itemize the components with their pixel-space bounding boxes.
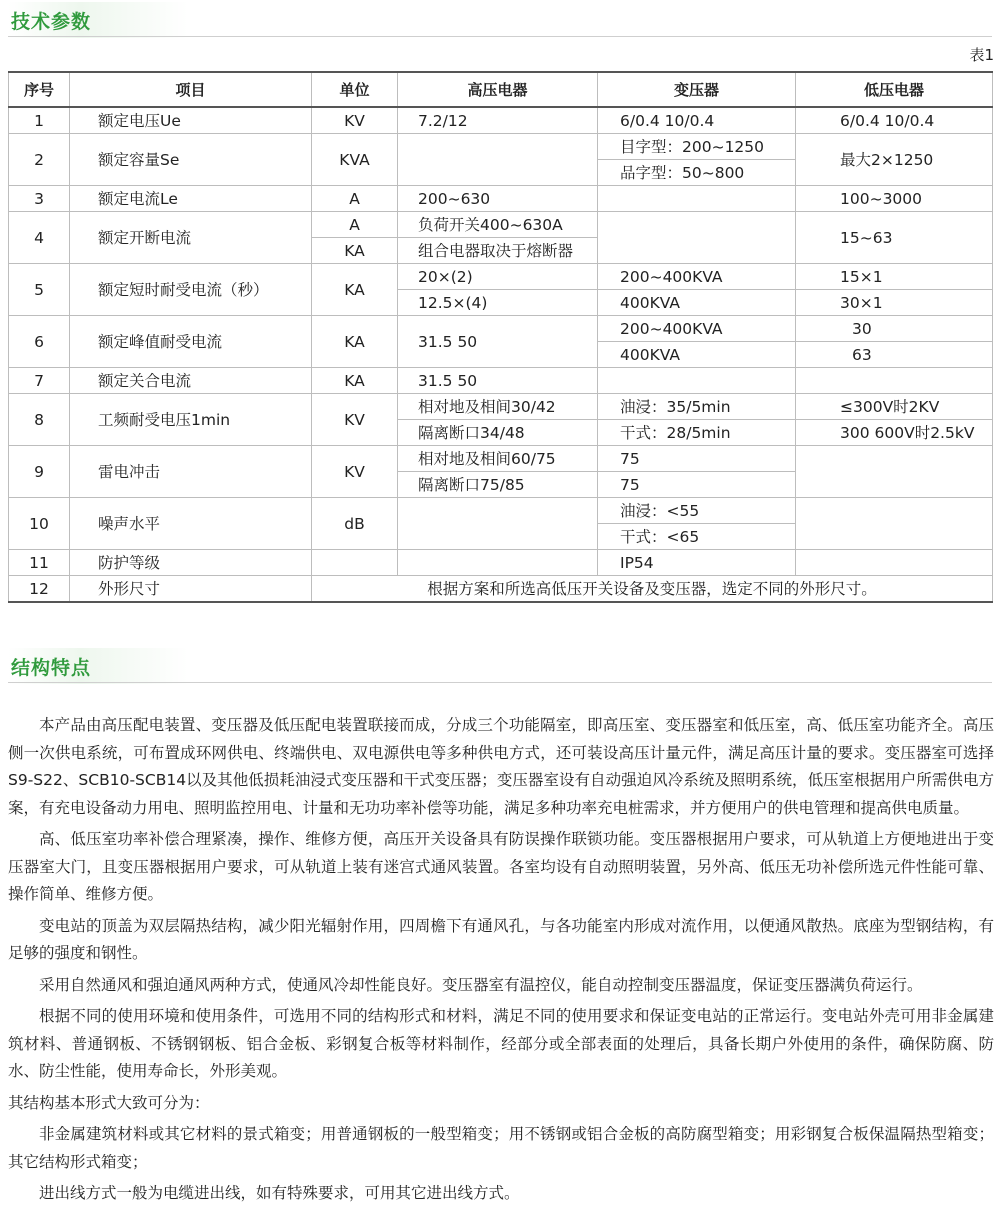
cell-hv-empty (398, 498, 598, 550)
cell-hv: 相对地及相间60/75 (398, 446, 598, 472)
row-item: 额定开断电流 (70, 212, 312, 264)
cell-hv: 20×(2) (398, 264, 598, 290)
section-title-tech: 技术参数 (11, 11, 92, 33)
cell-lv-empty (796, 498, 993, 550)
cell-hv: 31.5 50 (398, 368, 598, 394)
table-row (9, 446, 993, 472)
table-header-row (9, 72, 993, 107)
cell-lv-empty (796, 446, 993, 498)
header-cell: 单位 (312, 72, 398, 107)
table-row (9, 107, 993, 134)
cell-transformer-empty (598, 368, 796, 394)
row-item: 外形尺寸 (70, 576, 312, 603)
header-rule (8, 682, 992, 683)
paragraph: 其结构基本形式大致可分为： (8, 1093, 210, 1112)
row-number: 6 (9, 316, 70, 368)
cell-lv: 30 (796, 316, 993, 342)
table-row (9, 186, 993, 212)
paragraph: 非金属建筑材料或其它材料的景式箱变；用普通钢板的一般型箱变；用不锈钢或铝合金板的高防腐型箱变；用彩钢复合板保温隔热型箱变；其它结构形式箱变； (8, 1125, 994, 1171)
cell-hv: 负荷开关400~630A (398, 212, 598, 238)
row-unit: KA (312, 368, 398, 394)
cell-lv: 63 (796, 342, 993, 368)
cell-transformer-empty (598, 212, 796, 264)
cell-hv: 200~630 (398, 186, 598, 212)
parameters-table (8, 71, 993, 603)
structure-body (8, 712, 994, 1212)
row-number: 4 (9, 212, 70, 264)
cell-transformer: 75 (598, 472, 796, 498)
cell-transformer: 400KVA (598, 342, 796, 368)
row-number: 5 (9, 264, 70, 316)
cell-hv: 隔离断口34/48 (398, 420, 598, 446)
header-rule (8, 36, 992, 37)
row-unit: KA (312, 264, 398, 316)
cell-hv: 组合电器取决于熔断器 (398, 238, 598, 264)
cell-hv: 7.2/12 (398, 107, 598, 134)
cell-lv: 100~3000 (796, 186, 993, 212)
row-number: 2 (9, 134, 70, 186)
row-unit: dB (312, 498, 398, 550)
header-cell: 项目 (70, 72, 312, 107)
cell-lv-empty (796, 368, 993, 394)
cell-transformer-empty (598, 186, 796, 212)
table-row (9, 134, 993, 160)
section-title-structure: 结构特点 (11, 657, 92, 679)
cell-transformer: 油浸：35/5min (598, 394, 796, 420)
row-number: 7 (9, 368, 70, 394)
cell-transformer: 干式：28/5min (598, 420, 796, 446)
row-item: 额定电流Le (70, 186, 312, 212)
cell-hv: 相对地及相间30/42 (398, 394, 598, 420)
row-number: 11 (9, 550, 70, 576)
table-row (9, 576, 993, 603)
cell-transformer: 200~400KVA (598, 264, 796, 290)
row-number: 3 (9, 186, 70, 212)
cell-unit-empty (312, 550, 398, 576)
cell-lv: 6/0.4 10/0.4 (796, 107, 993, 134)
row-item: 雷电冲击 (70, 446, 312, 498)
header-cell: 低压电器 (796, 72, 993, 107)
header-cell: 序号 (9, 72, 70, 107)
table-row (9, 212, 993, 238)
paragraph: 高、低压室功率补偿合理紧凑，操作、维修方便，高压开关设备具有防误操作联锁功能。变压器根据用户要求，可从轨道上方便地进出于变压器室大门，且变压器根据用户要求，可从轨道上装有迷宫式通风装置。各室均设有自动照明装置，另外高、低压无功补偿所选元件性能可靠、操作简单、维修方便。 (8, 830, 994, 903)
table-row (9, 498, 993, 524)
paragraph: 采用自然通风和强迫通风两种方式，使通风冷却性能良好。变压器室有温控仪，能自动控制变压器温度，保证变压器满负荷运行。 (39, 975, 923, 994)
row-number: 8 (9, 394, 70, 446)
row-item: 额定关合电流 (70, 368, 312, 394)
row-number: 12 (9, 576, 70, 603)
cell-transformer: 400KVA (598, 290, 796, 316)
row-item: 额定峰值耐受电流 (70, 316, 312, 368)
row-unit: KV (312, 446, 398, 498)
cell-transformer: 干式：<65 (598, 524, 796, 550)
row-unit: KA (312, 238, 398, 264)
row-number: 1 (9, 107, 70, 134)
cell-transformer: 目字型：200~1250 (598, 134, 796, 160)
cell-span-dimensions: 根据方案和所选高低压开关设备及变压器，选定不同的外形尺寸。 (312, 576, 993, 603)
cell-transformer: 200~400KVA (598, 316, 796, 342)
table-row (9, 368, 993, 394)
cell-hv: 隔离断口75/85 (398, 472, 598, 498)
row-item: 工频耐受电压1min (70, 394, 312, 446)
table-row (9, 316, 993, 342)
cell-transformer: 油浸：<55 (598, 498, 796, 524)
header-cell: 变压器 (598, 72, 796, 107)
cell-hv: 31.5 50 (398, 316, 598, 368)
paragraph: 进出线方式一般为电缆进出线，如有特殊要求，可用其它进出线方式。 (39, 1184, 520, 1202)
paragraph: 本产品由高压配电装置、变压器及低压配电装置联接而成，分成三个功能隔室，即高压室、变压器室和低压室，高、低压室功能齐全。高压侧一次供电系统，可布置成环网供电、终端供电、双电源供电等多种供电方式，还可装设高压计量元件，满足高压计量的要求。变压器室可选择S9-S22、SCB10-SCB14以及其他低损耗油浸式变压器和干式变压器；变压器室设有自动强迫风冷系统及照明系统，低压室根据用户所需供电方案，有充电设备动力用电、照明监控用电、计量和无功功率补偿等功能，满足多种功率充电桩需求，并方便用户的供电管理和提高供电质量。 (8, 716, 994, 817)
cell-lv: 15~63 (796, 212, 993, 264)
cell-hv-empty (398, 134, 598, 186)
row-unit: KV (312, 107, 398, 134)
row-unit: KVA (312, 134, 398, 186)
row-item: 额定电压Ue (70, 107, 312, 134)
row-item: 额定短时耐受电流（秒） (70, 264, 312, 316)
cell-transformer: 75 (598, 446, 796, 472)
cell-transformer: IP54 (598, 550, 796, 576)
cell-hv-empty (398, 550, 598, 576)
cell-lv: 15×1 (796, 264, 993, 290)
table-row (9, 394, 993, 420)
cell-transformer: 品字型：50~800 (598, 160, 796, 186)
table-note: 表1 (969, 46, 994, 64)
row-unit: A (312, 212, 398, 238)
table-row (9, 550, 993, 576)
cell-transformer: 6/0.4 10/0.4 (598, 107, 796, 134)
cell-lv: 30×1 (796, 290, 993, 316)
row-item: 额定容量Se (70, 134, 312, 186)
cell-lv: 最大2×1250 (796, 134, 993, 186)
header-cell: 高压电器 (398, 72, 598, 107)
paragraph: 根据不同的使用环境和使用条件，可选用不同的结构形式和材料，满足不同的使用要求和保证变电站的正常运行。变电站外壳可用非金属建筑材料、普通钢板、不锈钢钢板、铝合金板、彩钢复合板等材料制作，经部分或全部表面的处理后，具备长期户外使用的条件，确保防腐、防水、防尘性能，使用寿命长，外形美观。 (8, 1007, 994, 1080)
cell-lv: ≤300V时2KV (796, 394, 993, 420)
cell-hv: 12.5×(4) (398, 290, 598, 316)
table-row (9, 264, 993, 290)
row-unit: A (312, 186, 398, 212)
row-unit: KA (312, 316, 398, 368)
row-number: 9 (9, 446, 70, 498)
row-item: 噪声水平 (70, 498, 312, 550)
cell-lv-empty (796, 550, 993, 576)
cell-lv: 300 600V时2.5kV (796, 420, 993, 446)
row-item: 防护等级 (70, 550, 312, 576)
row-number: 10 (9, 498, 70, 550)
row-unit: KV (312, 394, 398, 446)
paragraph: 变电站的顶盖为双层隔热结构，减少阳光辐射作用，四周檐下有通风孔，与各功能室内形成对流作用，以便通风散热。底座为型钢结构，有足够的强度和钢性。 (8, 916, 994, 962)
